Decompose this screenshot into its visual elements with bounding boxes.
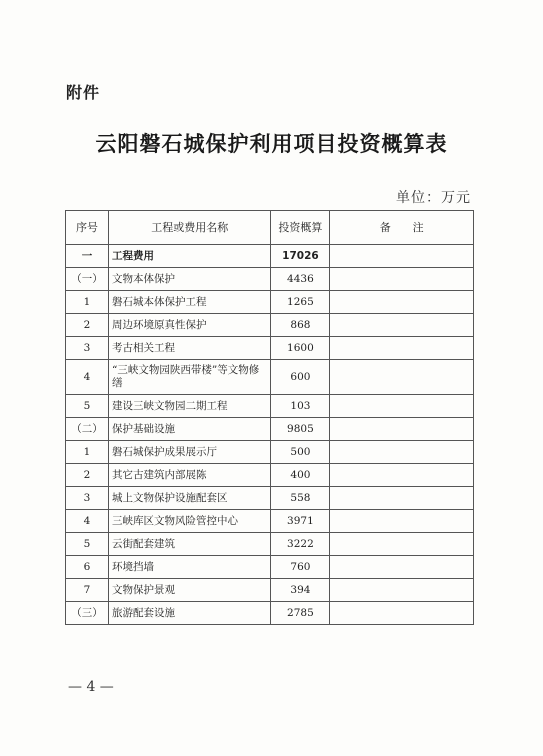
row-name: 旅游配套设施 xyxy=(108,602,270,625)
table-row xyxy=(66,418,474,441)
row-note xyxy=(330,268,474,291)
table-header-row xyxy=(66,211,474,245)
table-row xyxy=(66,441,474,464)
page-number: — 4 — xyxy=(68,679,114,695)
row-amount: 17026 xyxy=(271,245,330,268)
table-row xyxy=(66,487,474,510)
row-note xyxy=(330,510,474,533)
row-no: 4 xyxy=(66,510,109,533)
row-amount: 9805 xyxy=(271,418,330,441)
table-row xyxy=(66,337,474,360)
row-note xyxy=(330,291,474,314)
table-row xyxy=(66,395,474,418)
table-row xyxy=(66,579,474,602)
row-note xyxy=(330,245,474,268)
row-no: 1 xyxy=(66,441,109,464)
row-name: 文物本体保护 xyxy=(108,268,270,291)
header-note: 备 注 xyxy=(330,211,474,245)
row-amount: 394 xyxy=(271,579,330,602)
budget-table xyxy=(65,210,474,625)
table-row xyxy=(66,360,474,395)
row-note xyxy=(330,464,474,487)
row-name: “三峡文物园陕西带楼”等文物修缮 xyxy=(108,360,270,395)
row-name: 周边环境原真性保护 xyxy=(108,314,270,337)
row-amount: 3971 xyxy=(271,510,330,533)
row-note xyxy=(330,360,474,395)
table-row xyxy=(66,291,474,314)
row-no: 7 xyxy=(66,579,109,602)
row-amount: 558 xyxy=(271,487,330,510)
row-name: 环境挡墙 xyxy=(108,556,270,579)
row-name: 城上文物保护设施配套区 xyxy=(108,487,270,510)
row-no: （一） xyxy=(66,268,109,291)
header-amount: 投资概算 xyxy=(271,211,330,245)
table-row xyxy=(66,556,474,579)
row-name: 磐石城保护成果展示厅 xyxy=(108,441,270,464)
row-name: 其它古建筑内部展陈 xyxy=(108,464,270,487)
row-no: 3 xyxy=(66,487,109,510)
row-no: 5 xyxy=(66,395,109,418)
row-no: 一 xyxy=(66,245,109,268)
row-name: 磐石城本体保护工程 xyxy=(108,291,270,314)
row-no: 2 xyxy=(66,464,109,487)
row-name: 云街配套建筑 xyxy=(108,533,270,556)
unit-label: 单位：万元 xyxy=(396,190,471,206)
row-note xyxy=(330,533,474,556)
row-no: 1 xyxy=(66,291,109,314)
table-row xyxy=(66,510,474,533)
row-note xyxy=(330,579,474,602)
row-amount: 760 xyxy=(271,556,330,579)
row-no: （三） xyxy=(66,602,109,625)
row-name: 工程费用 xyxy=(108,245,270,268)
row-name: 建设三峡文物园二期工程 xyxy=(108,395,270,418)
row-amount: 500 xyxy=(271,441,330,464)
row-note xyxy=(330,418,474,441)
row-no: （二） xyxy=(66,418,109,441)
table-row xyxy=(66,314,474,337)
row-no: 3 xyxy=(66,337,109,360)
row-no: 4 xyxy=(66,360,109,395)
row-amount: 600 xyxy=(271,360,330,395)
row-note xyxy=(330,337,474,360)
row-no: 5 xyxy=(66,533,109,556)
table-row xyxy=(66,268,474,291)
row-no: 6 xyxy=(66,556,109,579)
row-no: 2 xyxy=(66,314,109,337)
document-title: 云阳磐石城保护利用项目投资概算表 xyxy=(95,131,448,156)
row-name: 考古相关工程 xyxy=(108,337,270,360)
header-no: 序号 xyxy=(66,211,109,245)
row-name: 三峡库区文物风险管控中心 xyxy=(108,510,270,533)
row-note xyxy=(330,602,474,625)
table-row xyxy=(66,533,474,556)
row-amount: 400 xyxy=(271,464,330,487)
row-amount: 1265 xyxy=(271,291,330,314)
attachment-label: 附件 xyxy=(66,83,101,102)
row-amount: 3222 xyxy=(271,533,330,556)
header-name: 工程或费用名称 xyxy=(108,211,270,245)
table-row xyxy=(66,602,474,625)
row-amount: 2785 xyxy=(271,602,330,625)
table-row xyxy=(66,245,474,268)
row-name: 保护基础设施 xyxy=(108,418,270,441)
row-note xyxy=(330,487,474,510)
row-amount: 103 xyxy=(271,395,330,418)
row-amount: 868 xyxy=(271,314,330,337)
row-note xyxy=(330,441,474,464)
row-note xyxy=(330,556,474,579)
row-note xyxy=(330,395,474,418)
row-name: 文物保护景观 xyxy=(108,579,270,602)
row-amount: 1600 xyxy=(271,337,330,360)
row-amount: 4436 xyxy=(271,268,330,291)
row-note xyxy=(330,314,474,337)
table-row xyxy=(66,464,474,487)
